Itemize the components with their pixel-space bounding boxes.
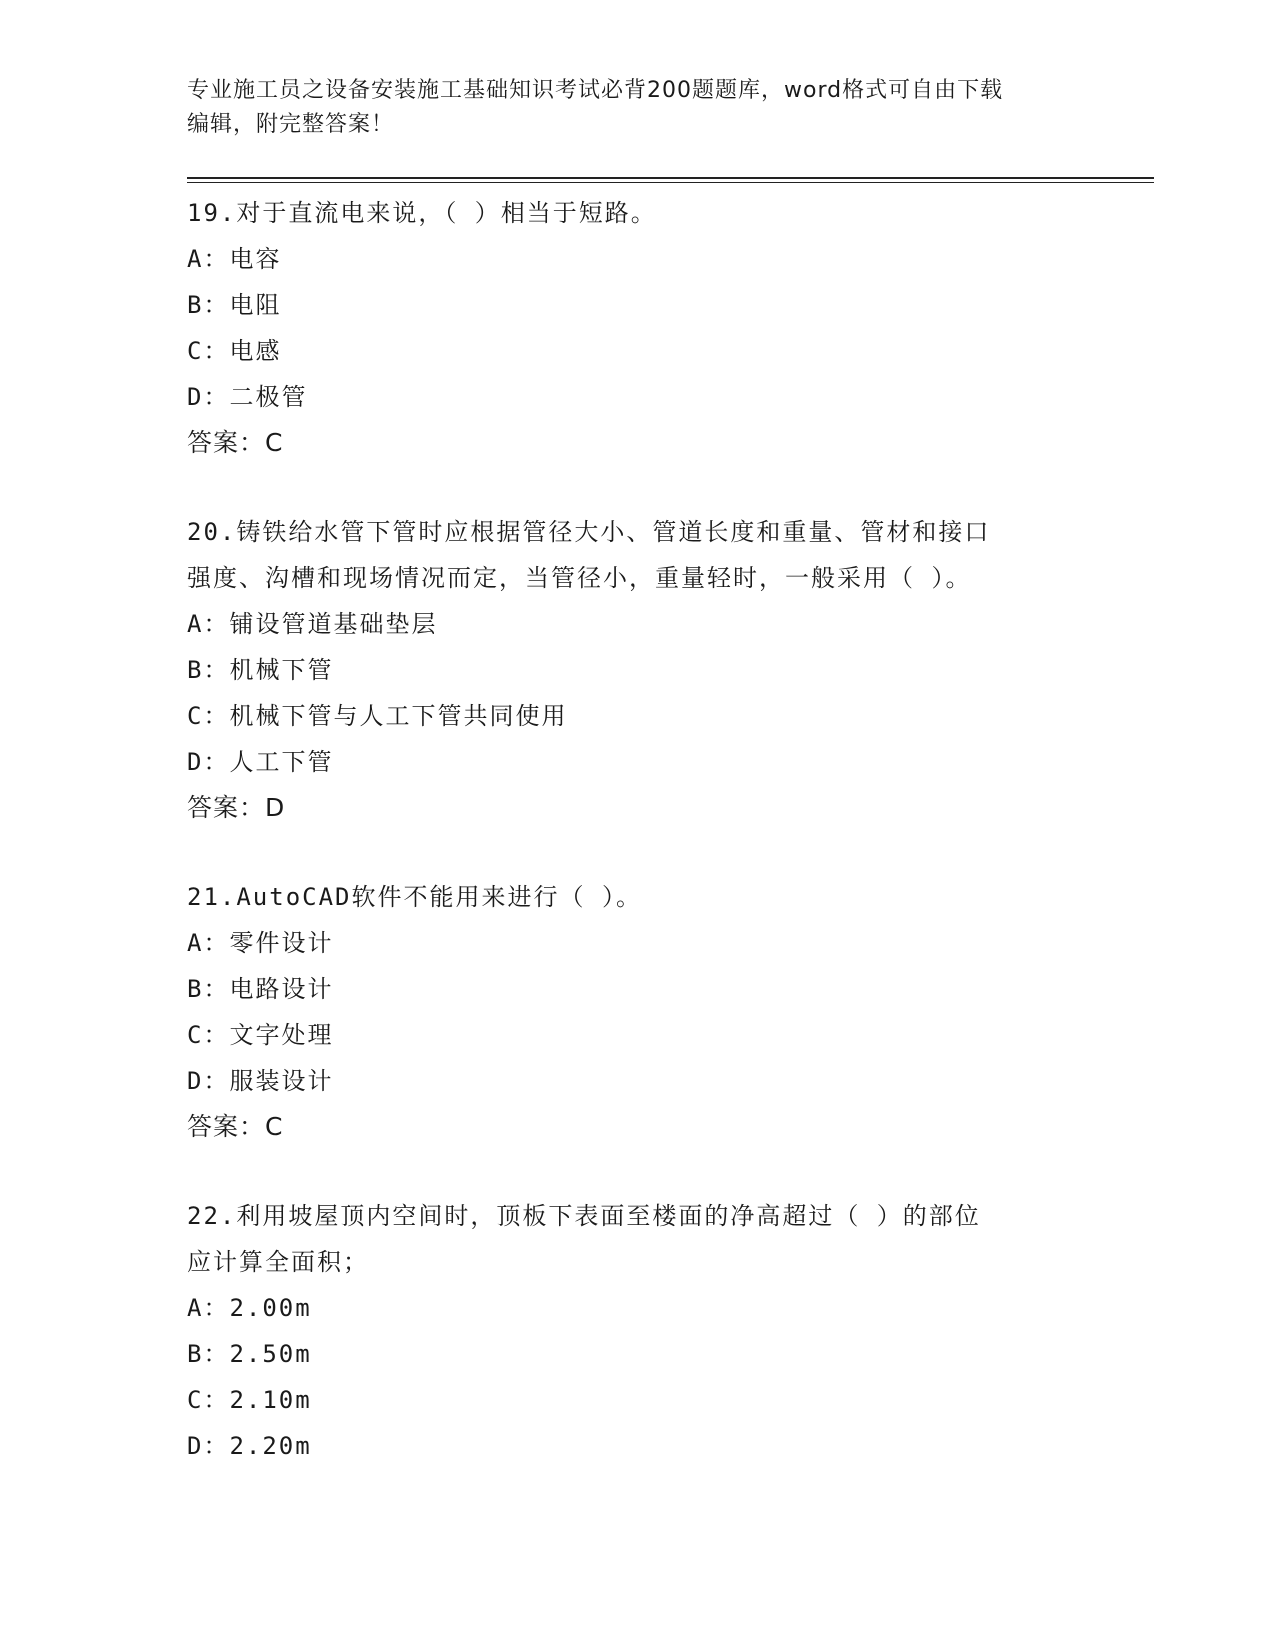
option-b: B：电阻 <box>187 291 282 319</box>
option-d: D：服装设计 <box>187 1067 334 1095</box>
document-header <box>187 74 1087 142</box>
option-a: A：电容 <box>187 245 282 273</box>
option-d: D：2.20m <box>187 1432 312 1460</box>
option-a: A：零件设计 <box>187 929 334 957</box>
question-stem: 21.AutoCAD软件不能用来进行（ ）。 <box>187 883 642 911</box>
option-a: A：铺设管道基础垫层 <box>187 610 438 638</box>
question-20 <box>187 509 1087 831</box>
question-21 <box>187 874 1087 1150</box>
question-list <box>187 190 1087 1512</box>
question-stem: 19.对于直流电来说，（ ）相当于短路。 <box>187 199 657 227</box>
answer-line: 答案：D <box>187 793 286 822</box>
option-b: B：电路设计 <box>187 975 334 1003</box>
header-divider-thin <box>187 182 1154 183</box>
header-line-2: 编辑，附完整答案！ <box>187 112 395 137</box>
question-19 <box>187 190 1087 466</box>
option-c: C：电感 <box>187 337 282 365</box>
option-a: A：2.00m <box>187 1294 312 1322</box>
option-c: C：2.10m <box>187 1386 312 1414</box>
header-divider-thick <box>187 177 1154 179</box>
option-c: C：机械下管与人工下管共同使用 <box>187 702 568 730</box>
question-22 <box>187 1193 1087 1469</box>
option-d: D：二极管 <box>187 383 308 411</box>
answer-line: 答案：C <box>187 1112 284 1141</box>
option-d: D：人工下管 <box>187 748 334 776</box>
question-stem-line-1: 22.利用坡屋顶内空间时，顶板下表面至楼面的净高超过（ ）的部位 <box>187 1202 981 1230</box>
option-b: B：2.50m <box>187 1340 312 1368</box>
option-c: C：文字处理 <box>187 1021 334 1049</box>
header-line-1: 专业施工员之设备安装施工基础知识考试必背200题题库，word格式可自由下载 <box>187 78 1004 103</box>
option-b: B：机械下管 <box>187 656 334 684</box>
question-stem-line-2: 强度、沟槽和现场情况而定，当管径小，重量轻时，一般采用（ ）。 <box>187 564 972 592</box>
question-stem-line-2: 应计算全面积； <box>187 1248 369 1276</box>
answer-line: 答案：C <box>187 428 284 457</box>
question-stem-line-1: 20.铸铁给水管下管时应根据管径大小、管道长度和重量、管材和接口 <box>187 518 991 546</box>
